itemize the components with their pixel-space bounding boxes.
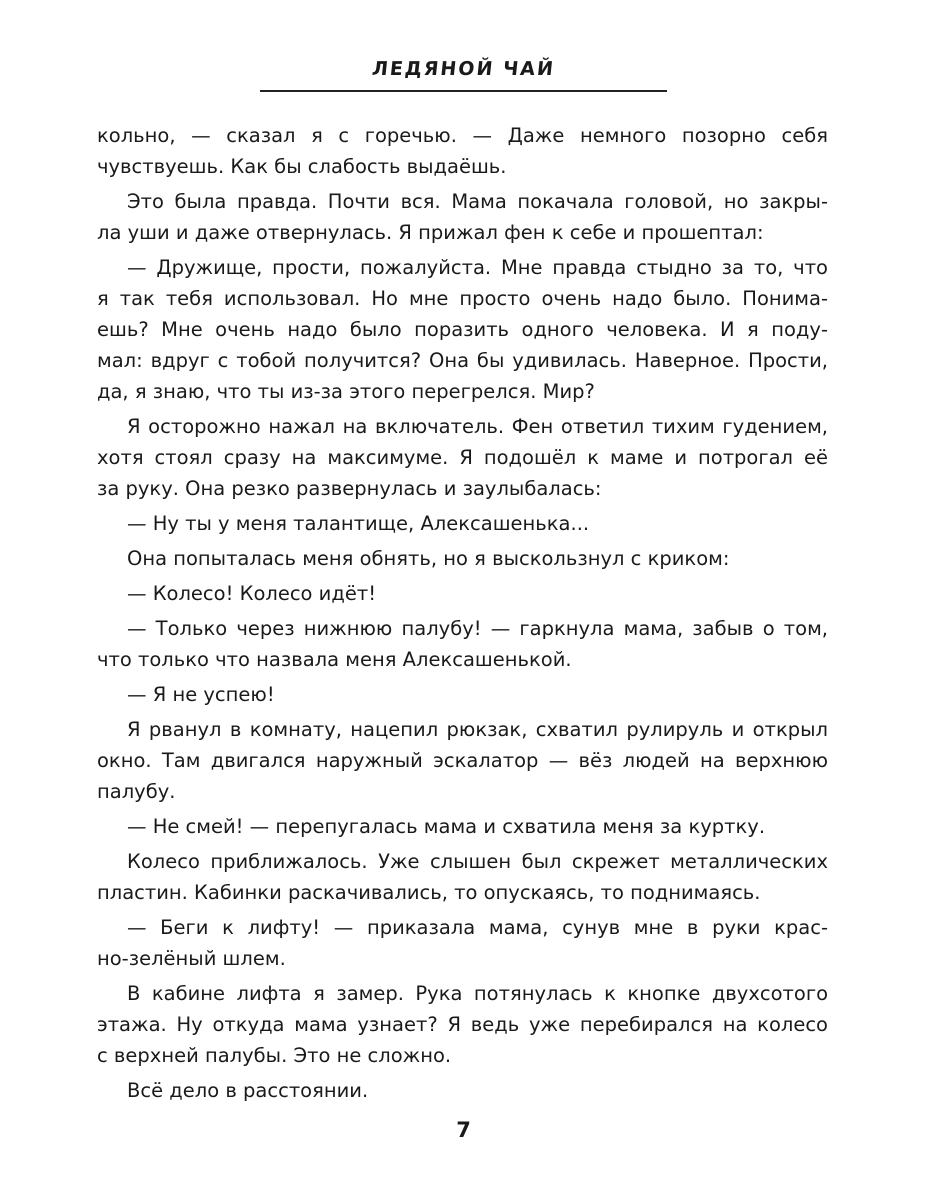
text-line: — Только через нижнюю палубу! — гаркнула мама, забыв о том,: [127, 617, 828, 640]
text-line: Она попыталась меня обнять, но я выскользнул с криком:: [127, 547, 730, 570]
text-line: кольно, — сказал я с горечью. — Даже немного позорно себя: [97, 124, 828, 147]
paragraph: [97, 120, 828, 182]
paragraph: [97, 578, 828, 609]
paragraph: [97, 613, 828, 675]
paragraph: [97, 978, 828, 1071]
text-line: Это была правда. Почти вся. Мама покачала головой, но закры-: [127, 190, 828, 213]
text-line: что только что назвала меня Алексашенькой.: [97, 648, 572, 671]
text-line: — Дружище, прости, пожалуйста. Мне правда стыдно за то, что: [127, 256, 828, 279]
paragraph: [97, 811, 828, 842]
text-line: Я рванул в комнату, нацепил рюкзак, схватил рулируль и открыл: [127, 718, 828, 741]
text-line: Колесо приближалось. Уже слышен был скрежет металлических: [127, 850, 828, 873]
text-line: — Колесо! Колесо идёт!: [127, 582, 377, 605]
paragraph: [97, 252, 828, 407]
paragraph: [97, 714, 828, 807]
paragraph: [97, 508, 828, 539]
text-line: чувствуешь. Как бы слабость выдаёшь.: [97, 155, 507, 178]
text-line: хотя стоял сразу на максимуме. Я подошёл к маме и потрогал её: [97, 446, 828, 469]
text-line: окно. Там двигался наружный эскалатор — вёз людей на верхнюю: [97, 749, 828, 772]
text-line: Я осторожно нажал на включатель. Фен ответил тихим гудением,: [127, 415, 828, 438]
text-line: я так тебя использовал. Но мне просто очень надо было. Понима-: [97, 287, 828, 310]
text-line: Всё дело в расстоянии.: [127, 1079, 369, 1102]
running-head-title: ЛЕДЯНОЙ ЧАЙ: [370, 58, 557, 80]
header-rule: [260, 90, 667, 92]
text-line: палубу.: [97, 780, 176, 803]
text-line: с верхней палубы. Это не сложно.: [97, 1044, 452, 1067]
text-line: пластин. Кабинки раскачивались, то опускаясь, то поднимаясь.: [97, 881, 761, 904]
body-text: [97, 120, 828, 1110]
paragraph: [97, 912, 828, 974]
page-number: 7: [456, 1118, 471, 1142]
paragraph: [97, 679, 828, 710]
text-line: — Ну ты у меня талантище, Алексашенька...: [127, 512, 590, 535]
paragraph: [97, 411, 828, 504]
text-line: ла уши и даже отвернулась. Я прижал фен к себе и прошептал:: [97, 221, 764, 244]
text-line: ешь? Мне очень надо было поразить одного человека. И я поду-: [97, 318, 828, 341]
text-line: — Не смей! — перепугалась мама и схватила меня за куртку.: [127, 815, 766, 838]
text-line: за руку. Она резко развернулась и заулыбалась:: [97, 477, 602, 500]
paragraph: [97, 186, 828, 248]
text-line: мал: вдруг с тобой получится? Она бы удивилась. Наверное. Прости,: [97, 349, 828, 372]
text-line: В кабине лифта я замер. Рука потянулась к кнопке двухсотого: [127, 982, 828, 1005]
text-line: да, я знаю, что ты из-за этого перегрелся. Мир?: [97, 380, 595, 403]
paragraph: [97, 1075, 828, 1106]
text-line: но-зелёный шлем.: [97, 947, 286, 970]
text-line: — Беги к лифту! — приказала мама, сунув мне в руки крас-: [127, 916, 828, 939]
text-line: этажа. Ну откуда мама узнает? Я ведь уже перебирался на колесо: [97, 1013, 828, 1036]
paragraph: [97, 543, 828, 574]
paragraph: [97, 846, 828, 908]
text-line: — Я не успею!: [127, 683, 275, 706]
